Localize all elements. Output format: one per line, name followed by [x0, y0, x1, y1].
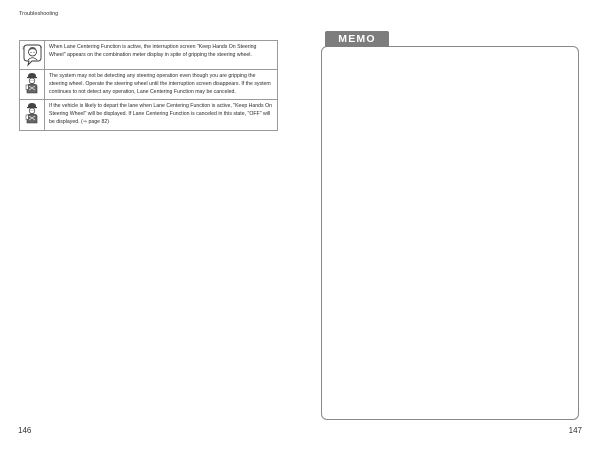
mechanic-icon [25, 102, 39, 124]
page-number: 146 [18, 426, 32, 435]
section-title: Troubleshooting [19, 11, 59, 17]
driver-speech-bubble-icon [21, 43, 43, 67]
icon-cell [20, 100, 45, 130]
memo-box [321, 46, 579, 420]
row-text: When Lane Centering Function is active, the interruption screen "Keep Hands On Steering Wheel" appears on the combination meter display in spite of gripping the steering wheel. [45, 41, 278, 70]
icon-cell [20, 41, 45, 70]
memo-label: MEMO [325, 31, 389, 47]
troubleshooting-table [19, 40, 278, 131]
row-text: The system may not be detecting any steering operation even though you are gripping the steering wheel. Operate the steering wheel until the interruption screen disappears. If the system continues to not detect any operation, Lane Centering Function may be canceled. [45, 70, 278, 100]
svg-text:?: ? [40, 46, 43, 51]
mechanic-icon [25, 72, 39, 94]
table-row [20, 70, 278, 100]
table-row [20, 41, 278, 70]
svg-text:?: ? [22, 46, 25, 51]
right-page [300, 0, 600, 450]
table-row [20, 100, 278, 130]
row-text: If the vehicle is likely to depart the lane when Lane Centering Function is active, "Keep Hands On Steering Wheel" will be displayed. If Lane Centering Function is canceled in this state, "OFF" will be displayed. (⇒ page 82) [45, 100, 278, 130]
icon-cell [20, 70, 45, 100]
page-number: 147 [568, 426, 582, 435]
